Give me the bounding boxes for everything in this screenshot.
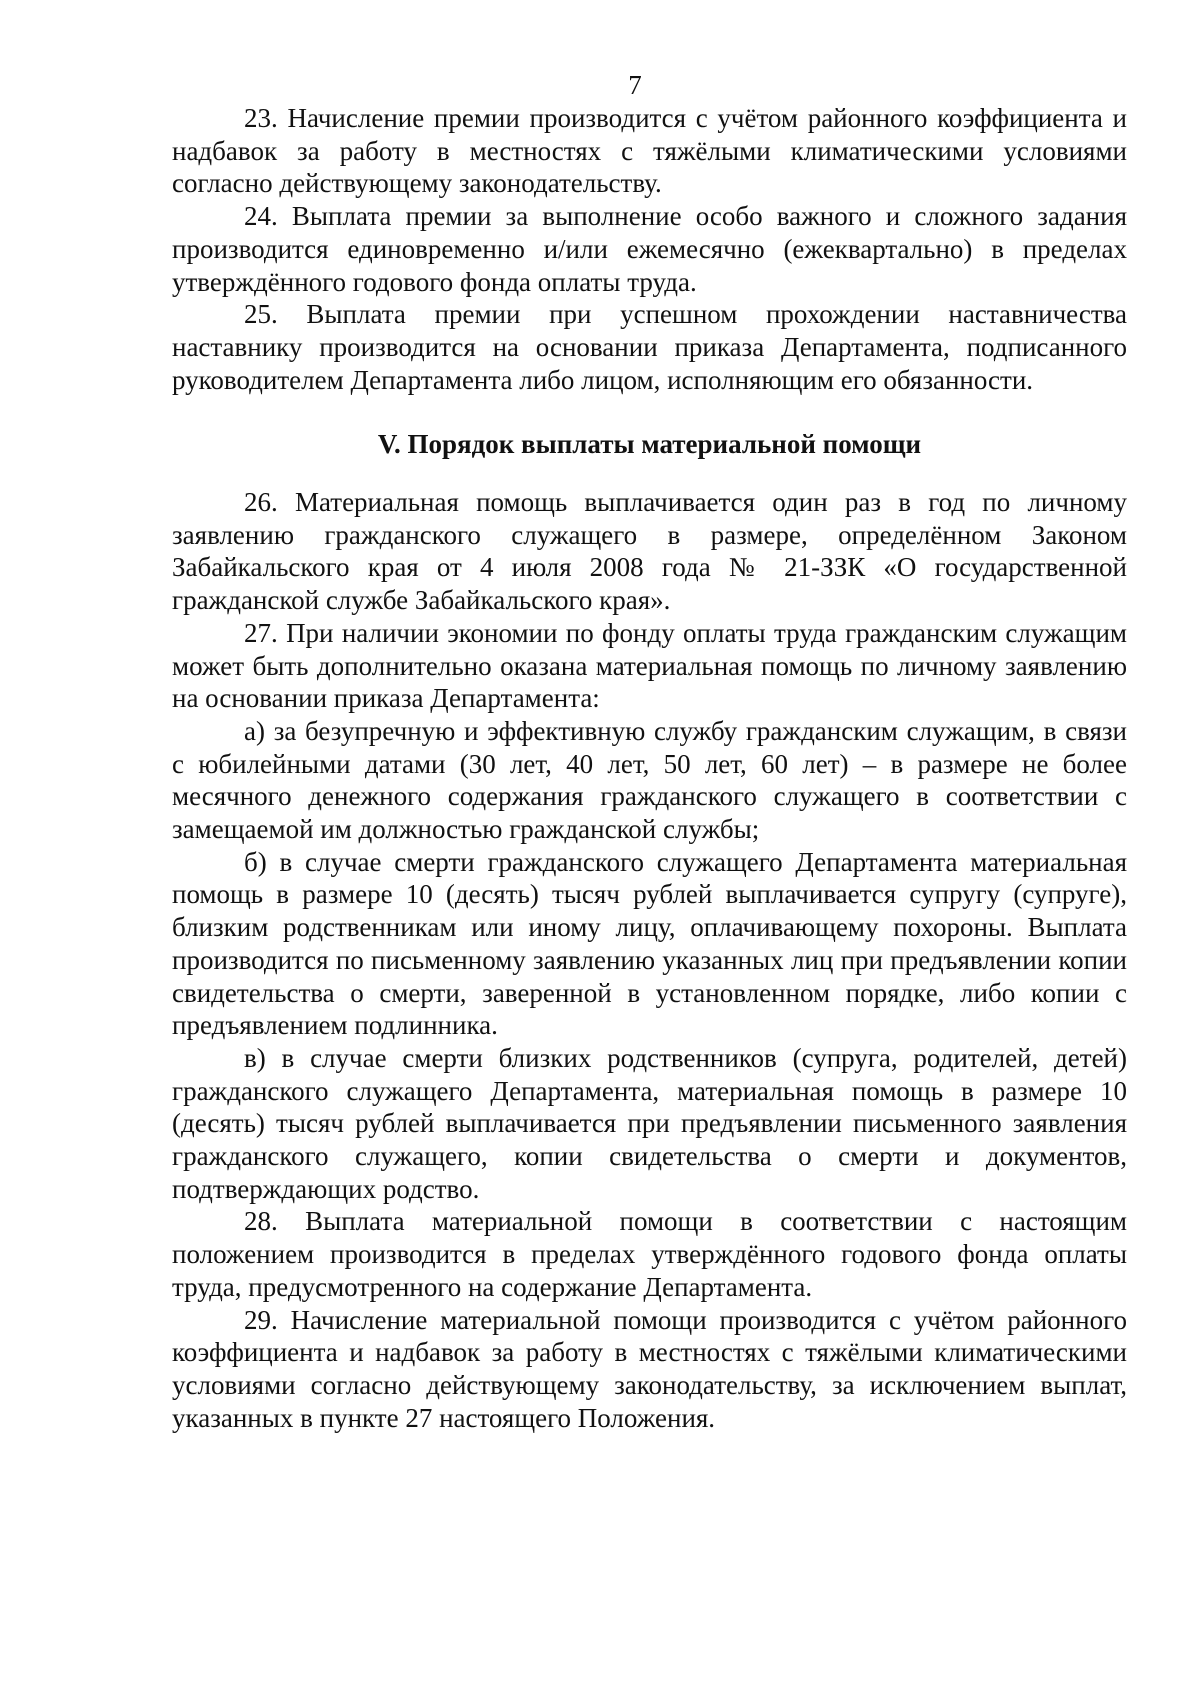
subparagraph-a: а) за безупречную и эффективную службу гражданским служащим, в связи с юбилейными датами (30 лет, 40 лет, 50 лет, 60 лет) – в размере не более месячного денежного содержания гражданского служащего в соответствии с замещаемой им должностью гражданской службы;	[172, 715, 1127, 845]
paragraph-24: 24. Выплата премии за выполнение особо важного и сложного задания производится единовременно и/или ежемесячно (ежеквартально) в пределах утверждённого годового фонда оплаты труда.	[172, 201, 1127, 297]
paragraph-23: 23. Начисление премии производится с учётом районного коэффициента и надбавок за работу в местностях с тяжёлыми климатическими условиями согласно действующему законодательству.	[172, 103, 1127, 199]
paragraph-27: 27. При наличии экономии по фонду оплаты труда гражданским служащим может быть дополнительно оказана материальная помощь по личному заявлению на основании приказа Департамента:	[172, 617, 1127, 714]
paragraphs-before-section	[172, 102, 1127, 396]
section-body	[172, 486, 1127, 1434]
paragraph-25: 25. Выплата премии при успешном прохождении наставничества наставнику производится на основании приказа Департамента, подписанного руководителем Департамента либо лицом, исполняющим его обязанности.	[172, 299, 1127, 395]
paragraph-29: 29. Начисление материальной помощи производится с учётом районного коэффициента и надбавок за работу в местностях с тяжёлыми климатическими условиями согласно действующему законодательству, за исключением выплат, указанных в пункте 27 настоящего Положения.	[172, 1304, 1127, 1433]
page-number: 7	[628, 70, 642, 100]
paragraph-28: 28. Выплата материальной помощи в соответствии с настоящим положением производится в пределах утверждённого годового фонда оплаты труда, предусмотренного на содержание Департамента.	[172, 1206, 1127, 1302]
section-heading: V. Порядок выплаты материальной помощи	[377, 429, 922, 459]
subparagraph-v: в) в случае смерти близких родственников (супруга, родителей, детей) гражданского служащего Департамента, материальная помощь в размере 10 (десять) тысяч рублей выплачивается при предъявлении письменного заявления гражданского служащего, копии свидетельства о смерти и документов, подтверждающих родство.	[172, 1042, 1127, 1204]
subparagraph-b: б) в случае смерти гражданского служащего Департамента материальная помощь в размере 10 (десять) тысяч рублей выплачивается супругу (супруге), близким родственникам или иному лицу, оплачивающему похороны. Выплата производится по письменному заявлению указанных лиц при предъявлении копии свидетельства о смерти, заверенной в установленном порядке, либо копии с предъявлением подлинника.	[172, 846, 1127, 1041]
paragraph-26: 26. Материальная помощь выплачивается один раз в год по личному заявлению гражданского служащего в размере, определённом Законом Забайкальского края от 4 июля 2008 года № 21-ЗЗК «О государственной гражданской службе Забайкальского края».	[172, 487, 1127, 616]
